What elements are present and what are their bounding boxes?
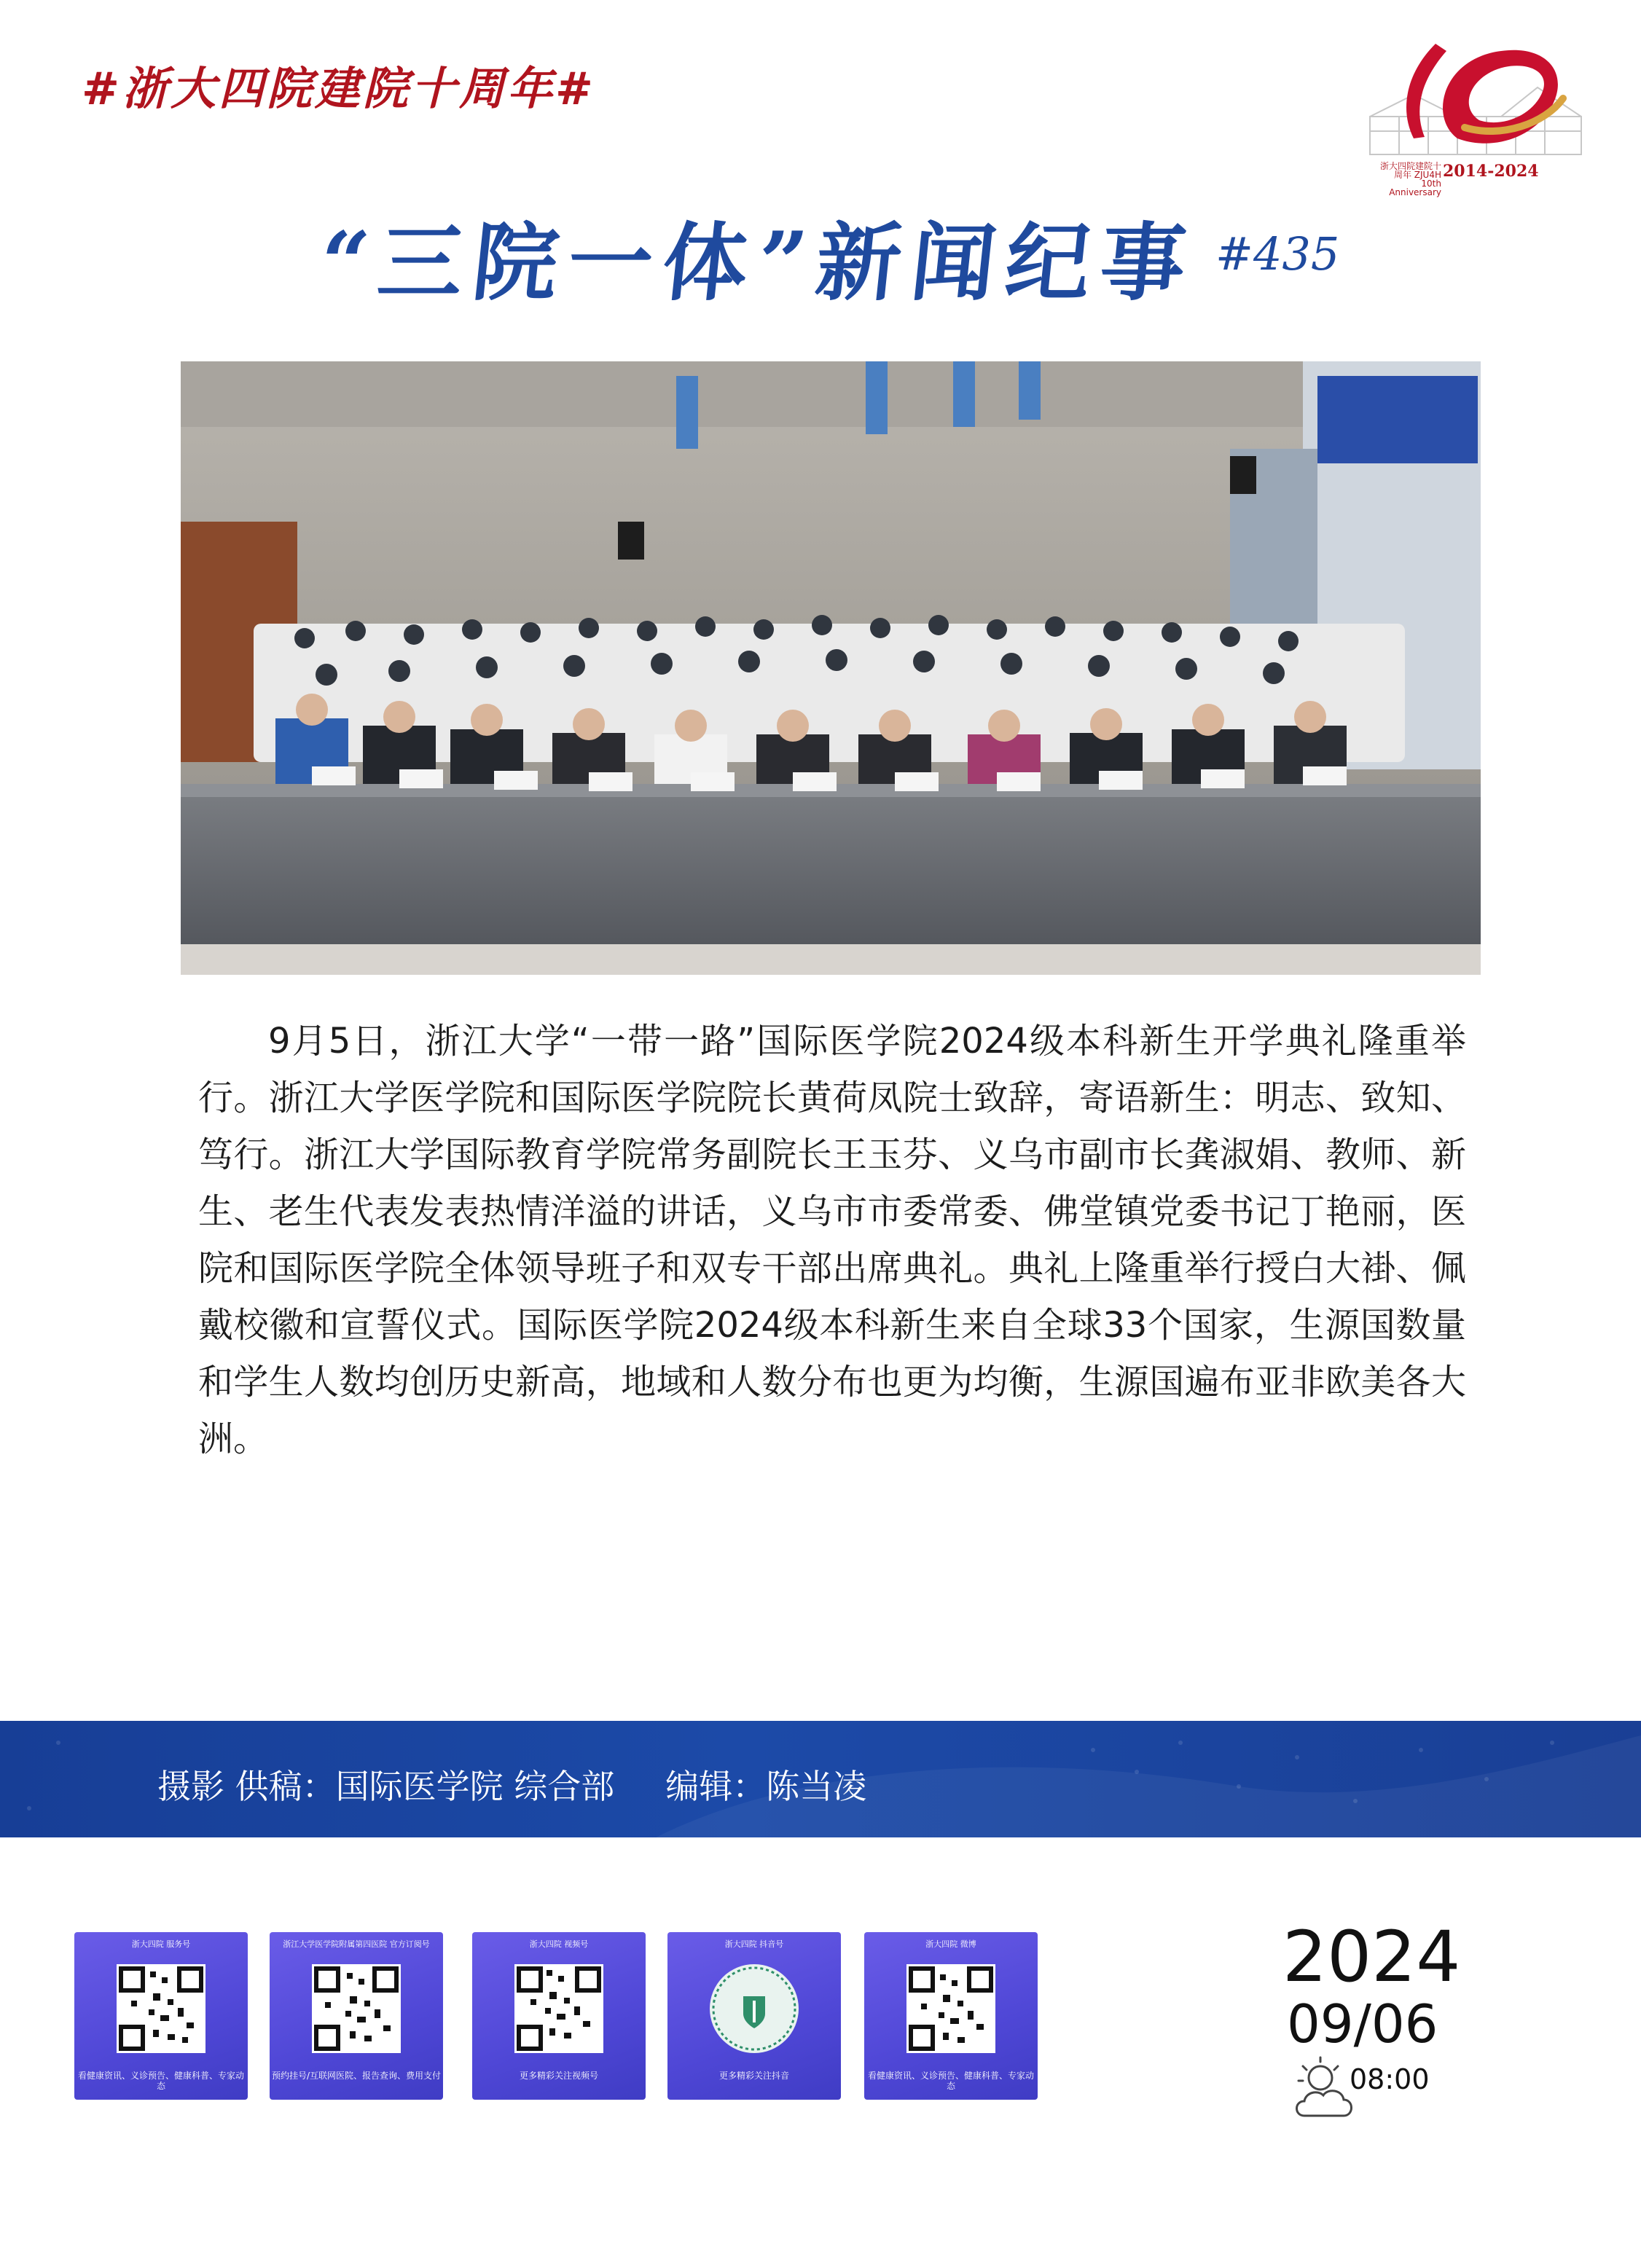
date-year: 2024 xyxy=(1282,1916,1461,1998)
hashtag-title: #浙大四院建院十周年# xyxy=(82,62,596,115)
ceremony-photo xyxy=(181,361,1481,975)
anniversary-logo xyxy=(1355,29,1589,197)
qr-card-caption: 看健康资讯、义诊预告、健康科普、专家动态 xyxy=(867,2071,1034,2091)
qr-card-douyin[interactable] xyxy=(667,1932,841,2100)
qr-code-icon xyxy=(117,1964,205,2053)
qr-code-icon xyxy=(312,1964,401,2053)
page-title: “三院一体”新闻纪事 xyxy=(314,213,1201,313)
qr-code-icon xyxy=(710,1964,799,2053)
qr-card-caption: 预约挂号/互联网医院、报告查询、费用支付 xyxy=(271,2071,442,2081)
article-body: 9月5日，浙江大学“一带一路”国际医学院2024级本科新生开学典礼隆重举行。浙江大学医学院和国际医学院院长黄荷凤院士致辞，寄语新生：明志、致知、笃行。浙江大学国际教育学院常务副院长王玉芬、义乌市副市长龚淑娟、教师、新生、老生代表发表热情洋溢的讲话，义乌市市委常委、佛堂镇党委书记丁艳丽，医院和国际医学院全体领导班子和双专干部出席典礼。典礼上隆重举行授白大褂、佩戴校徽和宣誓仪式。国际医学院2024级本科新生来自全球33个国家，生源国数量和学生人数均创历史新高，地域和人数分布也更为均衡，生源国遍布亚非欧美各大洲。 xyxy=(198,1021,1466,1459)
qr-card-video-account[interactable] xyxy=(472,1932,646,2100)
credits-band xyxy=(0,1721,1641,1837)
credits-line xyxy=(157,1760,917,1808)
qr-card-title: 浙大四院 视频号 xyxy=(529,1939,589,1949)
qr-card-subscription[interactable] xyxy=(270,1932,443,2100)
qr-card-service-account[interactable] xyxy=(74,1932,248,2100)
credit-photo: 摄影 供稿：国际医学院 综合部 xyxy=(157,1767,615,1806)
ceremony-photo-image xyxy=(181,361,1481,975)
qr-card-title: 浙大四院 服务号 xyxy=(131,1939,191,1949)
qr-card-title: 浙江大学医学院附属第四医院 官方订阅号 xyxy=(283,1939,430,1949)
time-readout: 08:00 xyxy=(1350,2063,1430,2095)
credit-editor: 编辑：陈当凌 xyxy=(665,1767,867,1806)
logo-years: 2014-2024 xyxy=(1443,162,1539,181)
date-month-day: 09/06 xyxy=(1287,1993,1438,2055)
logo-subtitle: 浙大四院建院十周年 ZJU4H 10th Anniversary xyxy=(1380,161,1442,197)
qr-card-caption: 更多精彩关注视频号 xyxy=(519,2071,598,2081)
qr-code-icon xyxy=(514,1964,603,2053)
qr-card-caption: 看健康资讯、义诊预告、健康科普、专家动态 xyxy=(77,2071,244,2091)
qr-card-title: 浙大四院 微博 xyxy=(925,1939,976,1949)
qr-card-weibo[interactable] xyxy=(864,1932,1038,2100)
qr-code-icon xyxy=(906,1964,995,2053)
qr-card-title: 浙大四院 抖音号 xyxy=(724,1939,784,1949)
qr-card-caption: 更多精彩关注抖音 xyxy=(718,2071,789,2081)
issue-number: #435 xyxy=(1215,227,1340,280)
